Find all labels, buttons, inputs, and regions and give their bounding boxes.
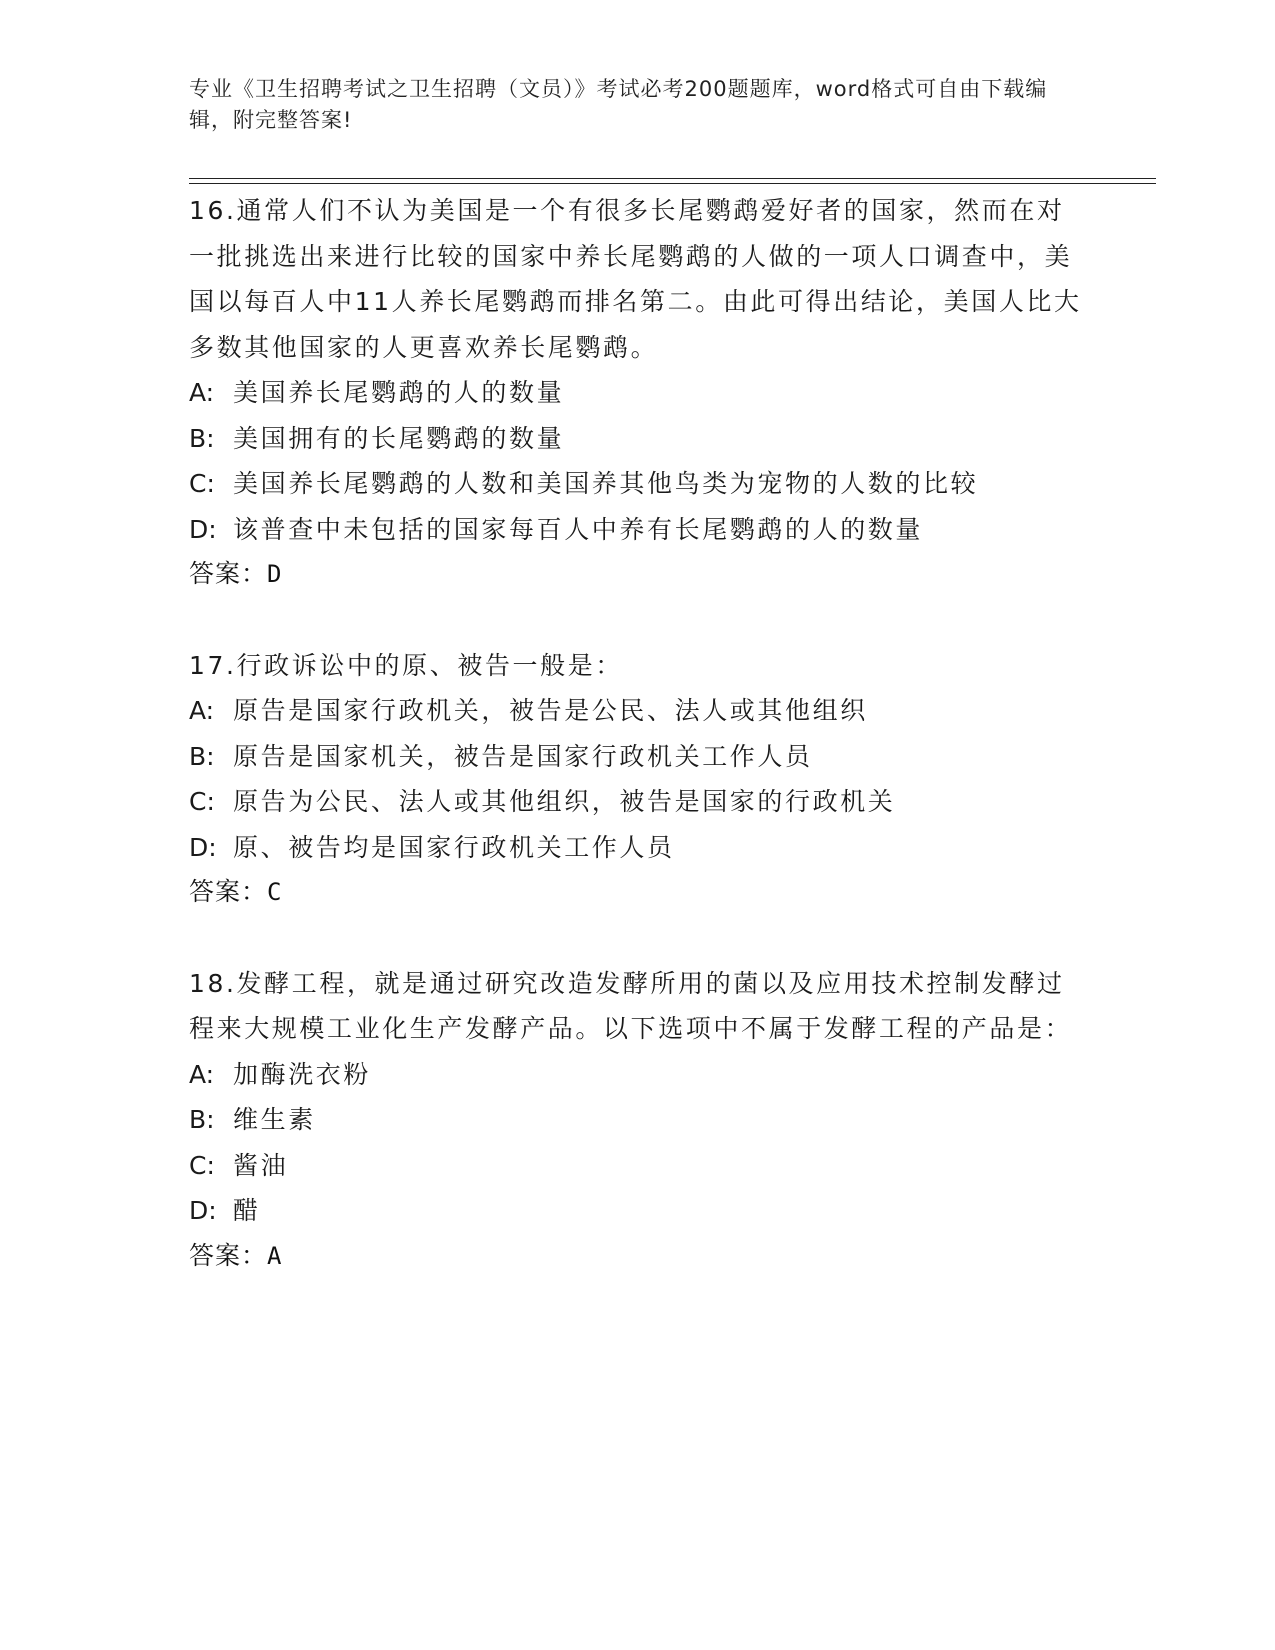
option-key: B: [189,1105,215,1134]
option-d [189,507,1089,553]
answer-value: A [267,1241,283,1270]
option-text: 原告是国家机关，被告是国家行政机关工作人员 [233,741,813,771]
option-a [189,370,1089,416]
option-a [189,688,1089,734]
option-c [189,1143,1089,1189]
option-text: 原告为公民、法人或其他组织，被告是国家的行政机关 [233,787,896,816]
question-stem: 18.发酵工程，就是通过研究改造发酵所用的菌以及应用技术控制发酵过程来大规模工业化生产发酵产品。以下选项中不属于发酵工程的产品是： [189,968,1073,1043]
option-text: 原、被告均是国家行政机关工作人员 [233,832,675,862]
option-text: 原告是国家行政机关，被告是公民、法人或其他组织 [233,696,868,725]
option-text: 酱油 [233,1150,289,1180]
option-key: B: [189,423,215,453]
answer-line [189,552,1089,598]
option-key: C: [189,1150,215,1180]
question-spacer [189,916,1089,961]
option-text: 维生素 [233,1105,316,1134]
answer-value: D [267,560,283,588]
option-b [189,416,1089,462]
option-text: 美国拥有的长尾鹦鹉的数量 [233,423,565,453]
header-rule-bottom [189,183,1156,184]
answer-label: 答案： [189,560,268,588]
answer-line [189,1234,1089,1280]
answer-label: 答案： [189,1241,268,1270]
option-d [189,1188,1089,1234]
question-list [189,188,1089,1279]
option-text: 该普查中未包括的国家每百人中养有长尾鹦鹉的人的数量 [233,514,924,544]
option-text: 加酶洗衣粉 [233,1059,372,1089]
question-stem: 16.通常人们不认为美国是一个有很多长尾鹦鹉爱好者的国家，然而在对一批挑选出来进行比较的国家中养长尾鹦鹉的人做的一项人口调查中，美国以每百人中11人养长尾鹦鹉而排名第二。由此可得出结论，美国人比大多数其他国家的人更喜欢养长尾鹦鹉。 [189,196,1082,362]
option-c [189,779,1089,825]
option-b [189,1097,1089,1143]
option-key: A: [189,696,215,725]
option-a [189,1052,1089,1098]
option-key: A: [189,378,215,407]
option-key: C: [189,469,215,498]
option-key: D: [189,1196,217,1225]
header-rule-top [189,178,1156,179]
question-17 [189,643,1089,916]
option-key: B: [189,741,215,771]
option-d [189,825,1089,871]
option-key: C: [189,787,215,816]
document-header: 专业《卫生招聘考试之卫生招聘（文员）》考试必考200题题库，word格式可自由下载编辑，附完整答案! [189,77,1048,132]
question-18 [189,961,1089,1280]
option-text: 美国养长尾鹦鹉的人数和美国养其他鸟类为宠物的人数的比较 [233,469,979,498]
option-text: 美国养长尾鹦鹉的人的数量 [233,378,565,407]
option-b [189,734,1089,780]
option-text: 醋 [233,1196,261,1225]
question-stem: 17.行政诉讼中的原、被告一般是： [189,650,623,680]
option-key: A: [189,1059,215,1089]
question-16 [189,188,1089,598]
option-key: D: [189,514,217,544]
answer-value: C [267,878,283,906]
option-key: D: [189,832,217,862]
answer-label: 答案： [189,878,268,906]
option-c [189,461,1089,507]
question-spacer [189,598,1089,643]
answer-line [189,870,1089,916]
